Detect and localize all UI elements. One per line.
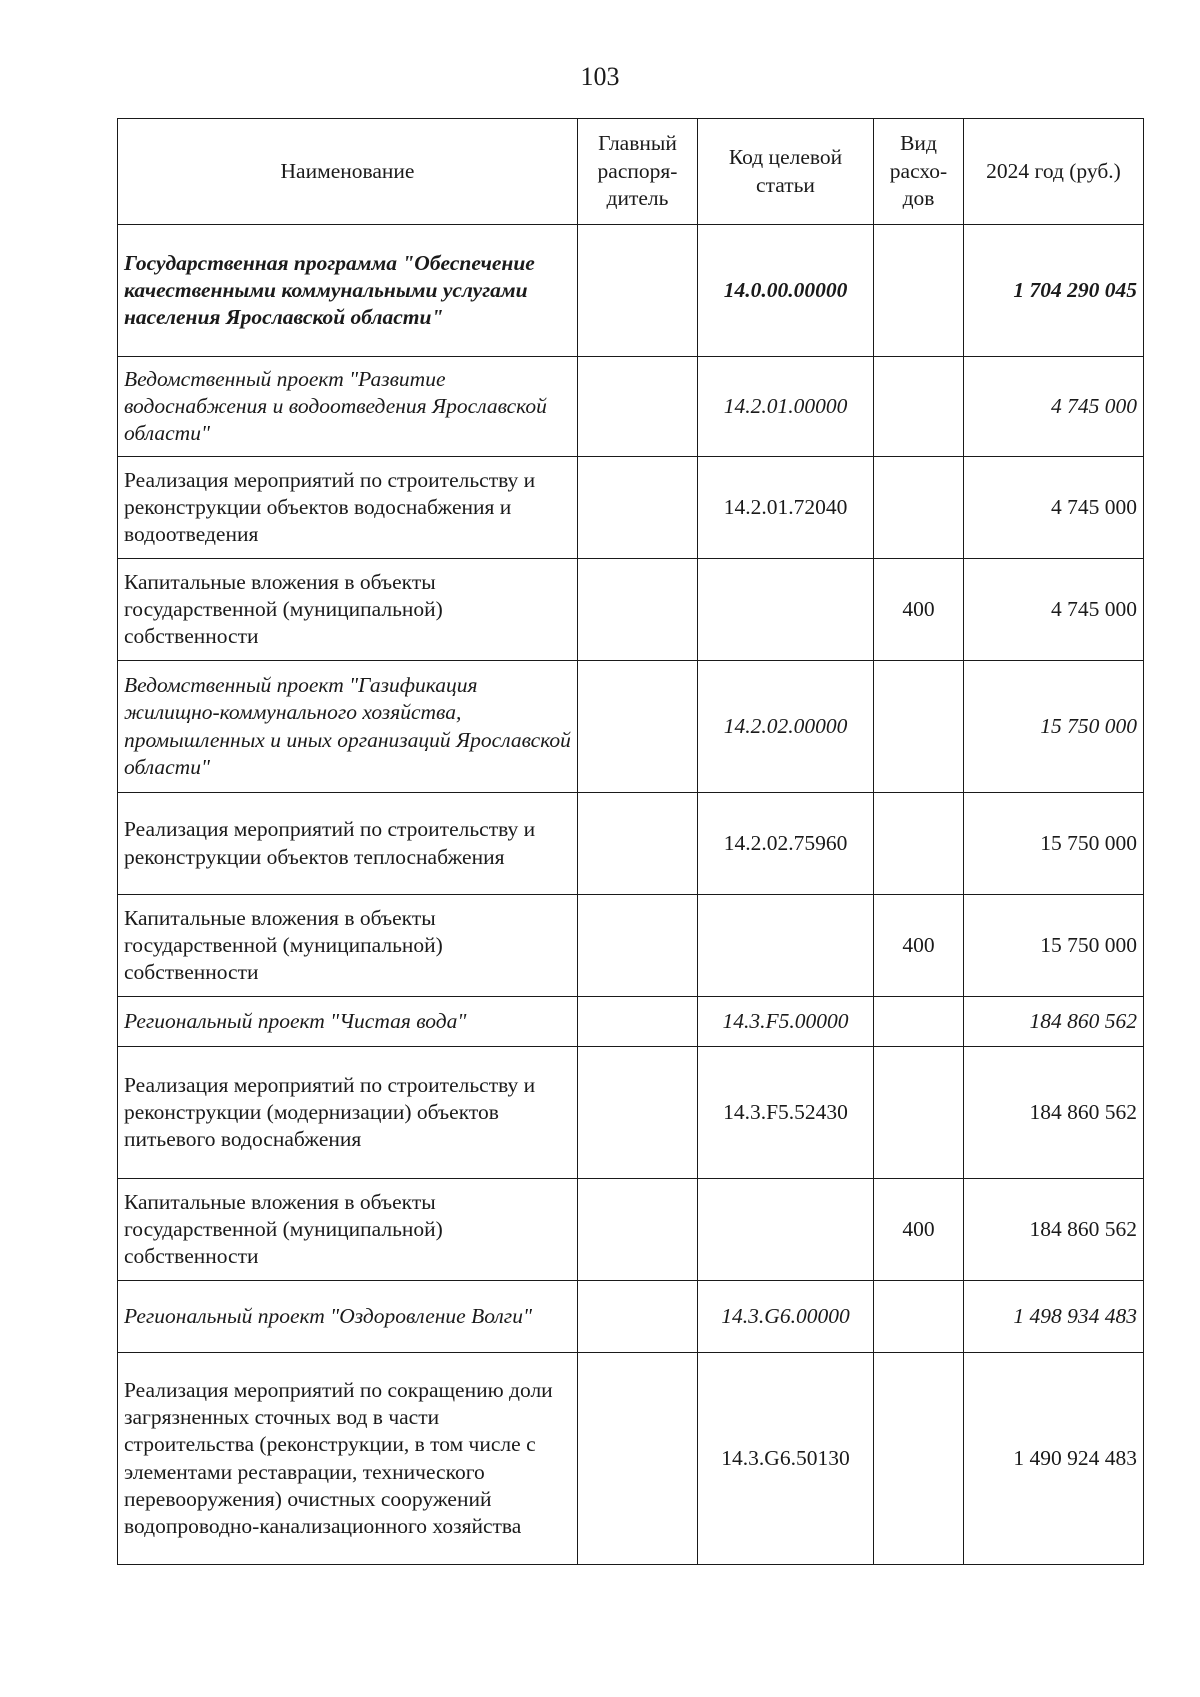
cell-target-code — [698, 559, 874, 661]
table-row — [118, 997, 1144, 1047]
cell-target-code: 14.3.F5.00000 — [698, 997, 874, 1047]
table-header-row — [118, 119, 1144, 225]
table-row — [118, 1353, 1144, 1565]
table-row — [118, 559, 1144, 661]
header-amount: 2024 год (руб.) — [964, 119, 1144, 225]
cell-amount: 1 704 290 045 — [964, 225, 1144, 357]
cell-manager — [578, 1179, 698, 1281]
cell-manager — [578, 1047, 698, 1179]
cell-expense-type — [874, 357, 964, 457]
cell-name: Реализация мероприятий по строительству и реконструкции объектов водоснабжения и водоотведения — [118, 457, 578, 559]
cell-expense-type — [874, 793, 964, 895]
cell-name: Региональный проект "Чистая вода" — [118, 997, 578, 1047]
cell-manager — [578, 895, 698, 997]
cell-amount: 15 750 000 — [964, 793, 1144, 895]
cell-manager — [578, 1281, 698, 1353]
cell-manager — [578, 357, 698, 457]
cell-expense-type — [874, 457, 964, 559]
cell-name: Ведомственный проект "Развитие водоснабжения и водоотведения Ярославской области" — [118, 357, 578, 457]
cell-amount: 1 498 934 483 — [964, 1281, 1144, 1353]
cell-name: Реализация мероприятий по строительству и реконструкции (модернизации) объектов питьевого водоснабжения — [118, 1047, 578, 1179]
cell-expense-type: 400 — [874, 1179, 964, 1281]
header-name: Наименование — [118, 119, 578, 225]
cell-amount: 4 745 000 — [964, 559, 1144, 661]
cell-target-code: 14.3.G6.00000 — [698, 1281, 874, 1353]
cell-target-code: 14.0.00.00000 — [698, 225, 874, 357]
cell-expense-type — [874, 1353, 964, 1565]
header-expense-type: Вид расхо-дов — [874, 119, 964, 225]
cell-target-code: 14.3.F5.52430 — [698, 1047, 874, 1179]
cell-target-code: 14.3.G6.50130 — [698, 1353, 874, 1565]
cell-amount: 15 750 000 — [964, 895, 1144, 997]
cell-amount: 184 860 562 — [964, 997, 1144, 1047]
cell-manager — [578, 661, 698, 793]
cell-target-code — [698, 1179, 874, 1281]
cell-manager — [578, 793, 698, 895]
cell-name: Реализация мероприятий по сокращению доли загрязненных сточных вод в части строительства (реконструкции, в том числе с элементами реставрации, технического перевооружения) очистных сооружений водопроводно-канализационного хозяйства — [118, 1353, 578, 1565]
cell-amount: 15 750 000 — [964, 661, 1144, 793]
table-row — [118, 357, 1144, 457]
cell-expense-type — [874, 225, 964, 357]
table-row — [118, 1179, 1144, 1281]
cell-name: Ведомственный проект "Газификация жилищно-коммунального хозяйства, промышленных и иных организаций Ярославской области" — [118, 661, 578, 793]
cell-expense-type — [874, 997, 964, 1047]
table-row — [118, 1281, 1144, 1353]
cell-expense-type: 400 — [874, 559, 964, 661]
cell-manager — [578, 225, 698, 357]
cell-amount: 1 490 924 483 — [964, 1353, 1144, 1565]
page-number: 103 — [580, 62, 620, 91]
cell-manager — [578, 1353, 698, 1565]
cell-amount: 184 860 562 — [964, 1047, 1144, 1179]
cell-target-code — [698, 895, 874, 997]
table-body — [118, 225, 1144, 1565]
table-row — [118, 225, 1144, 357]
cell-manager — [578, 997, 698, 1047]
cell-expense-type — [874, 661, 964, 793]
budget-table — [117, 118, 1144, 1565]
table-row — [118, 895, 1144, 997]
cell-expense-type — [874, 1281, 964, 1353]
cell-name: Государственная программа "Обеспечение качественными коммунальными услугами населения Ярославской области" — [118, 225, 578, 357]
cell-amount: 4 745 000 — [964, 457, 1144, 559]
cell-name: Капитальные вложения в объекты государственной (муниципальной) собственности — [118, 559, 578, 661]
cell-target-code: 14.2.01.72040 — [698, 457, 874, 559]
cell-name: Реализация мероприятий по строительству и реконструкции объектов теплоснабжения — [118, 793, 578, 895]
table-row — [118, 661, 1144, 793]
header-target-code: Код целевой статьи — [698, 119, 874, 225]
header-manager: Главный распоря-дитель — [578, 119, 698, 225]
cell-manager — [578, 457, 698, 559]
cell-expense-type — [874, 1047, 964, 1179]
cell-amount: 4 745 000 — [964, 357, 1144, 457]
cell-name: Региональный проект "Оздоровление Волги" — [118, 1281, 578, 1353]
cell-amount: 184 860 562 — [964, 1179, 1144, 1281]
cell-target-code: 14.2.02.00000 — [698, 661, 874, 793]
table-row — [118, 1047, 1144, 1179]
cell-name: Капитальные вложения в объекты государственной (муниципальной) собственности — [118, 1179, 578, 1281]
cell-manager — [578, 559, 698, 661]
table-row — [118, 457, 1144, 559]
cell-target-code: 14.2.02.75960 — [698, 793, 874, 895]
cell-target-code: 14.2.01.00000 — [698, 357, 874, 457]
table-row — [118, 793, 1144, 895]
cell-expense-type: 400 — [874, 895, 964, 997]
cell-name: Капитальные вложения в объекты государственной (муниципальной) собственности — [118, 895, 578, 997]
